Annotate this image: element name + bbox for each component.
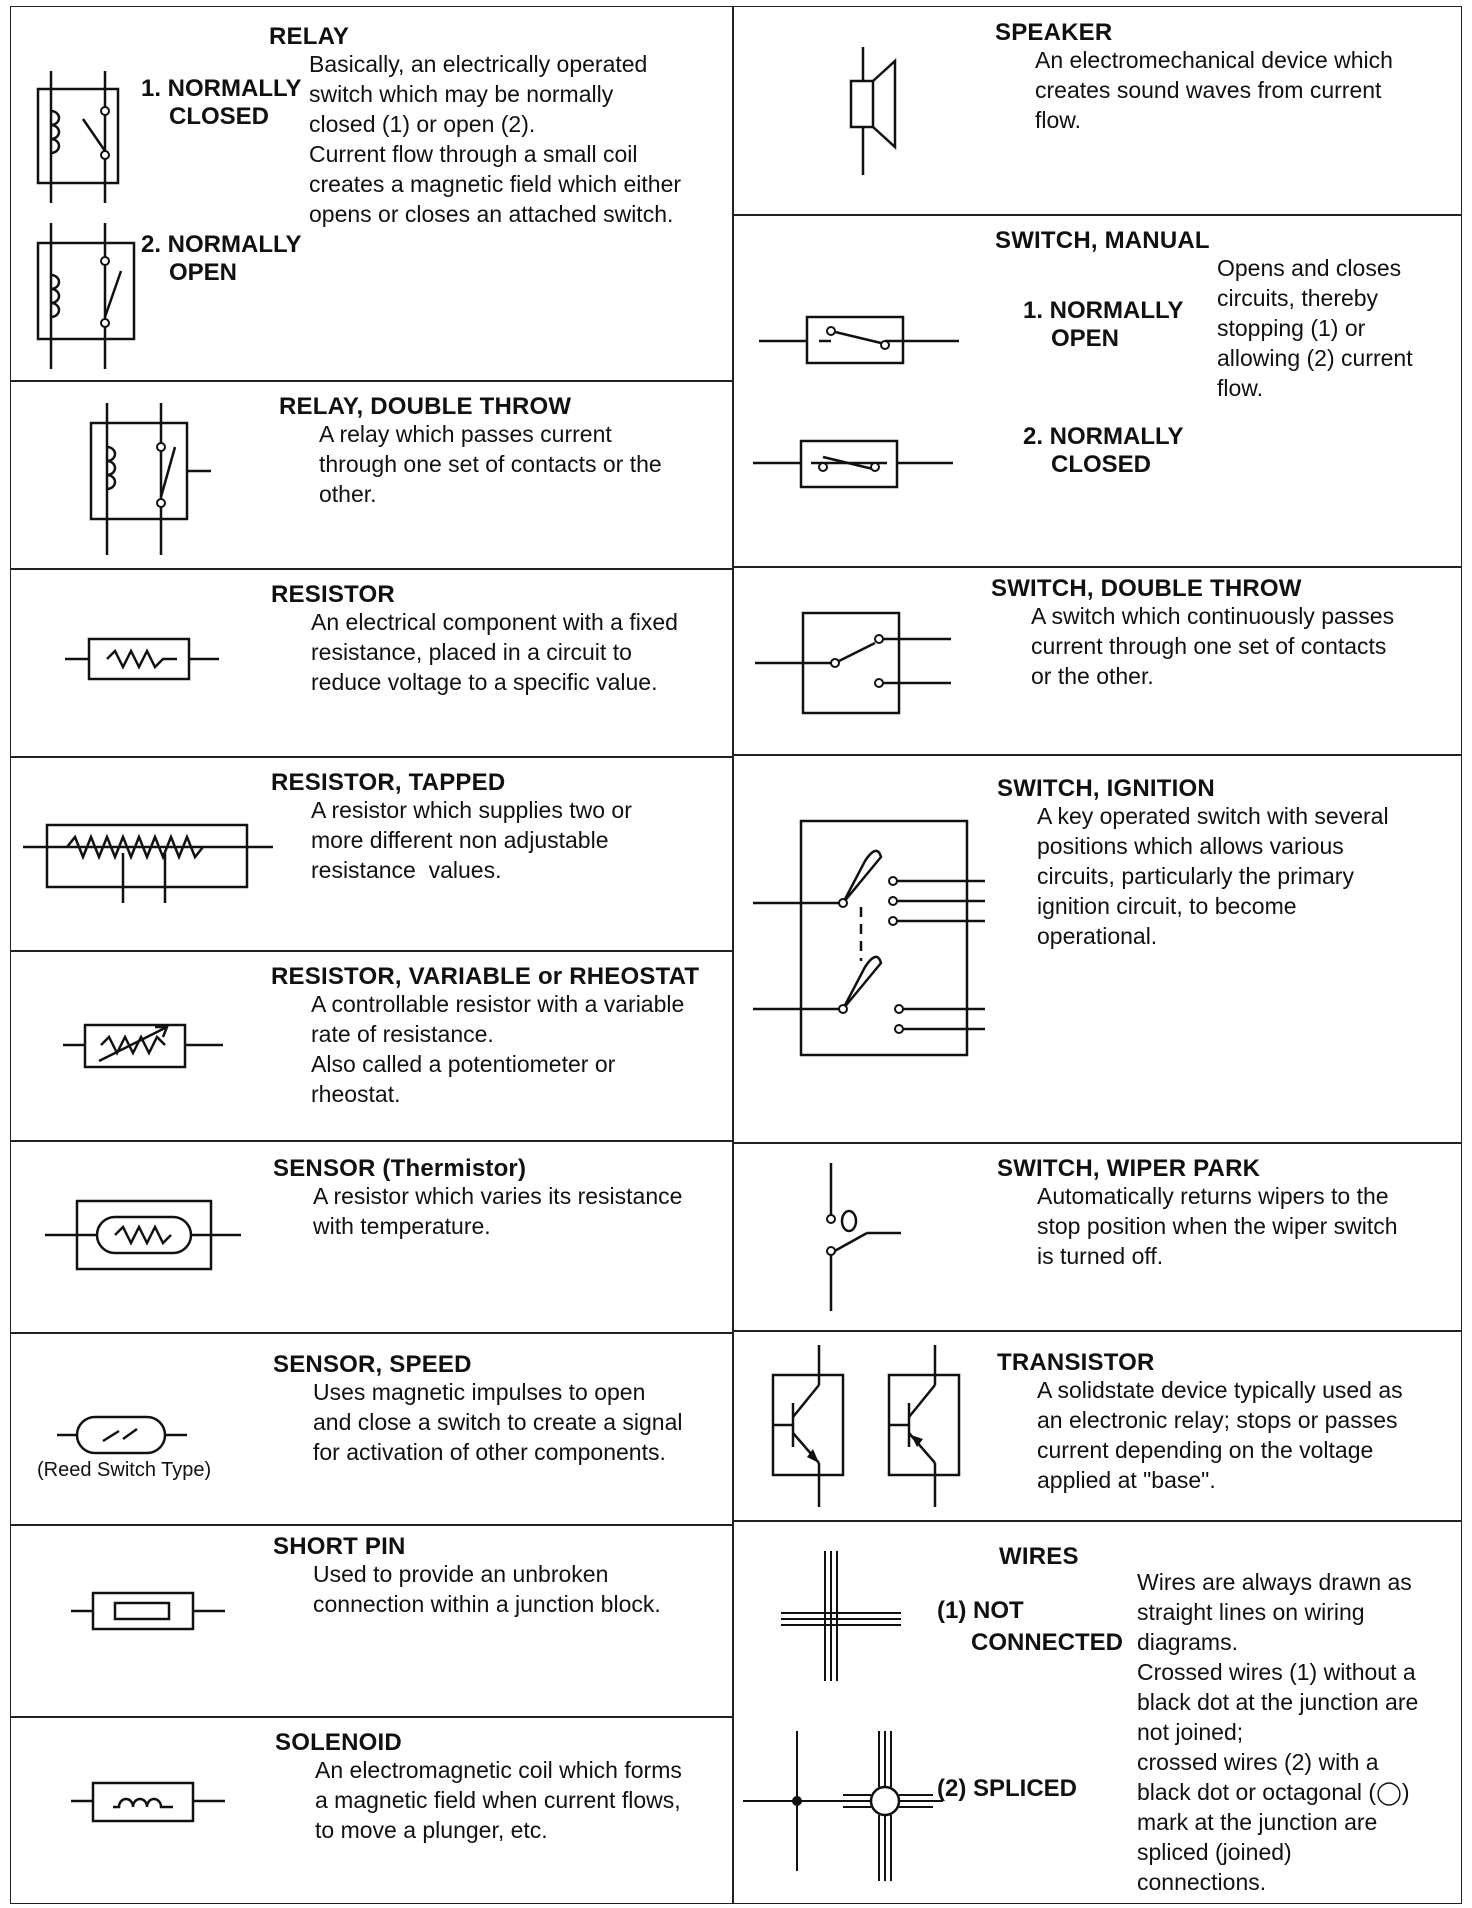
relay-label-1b: CLOSED	[169, 103, 270, 130]
resistor-tapped-title: RESISTOR, TAPPED	[271, 769, 506, 796]
speaker-title: SPEAKER	[995, 19, 1113, 46]
relay-double-throw-cell	[10, 380, 734, 570]
transistor-pnp-symbol	[879, 1345, 969, 1507]
sensor-speed-cell	[10, 1332, 734, 1526]
relay-desc: Basically, an electrically operated switch which may be normally closed (1) or open (2). Current flow through a small coil creates a magnetic field which either opens or closes an attached switch.	[309, 51, 682, 227]
switch-manual-label-1b: OPEN	[1051, 325, 1120, 352]
wires-label-1b: CONNECTED	[971, 1629, 1124, 1656]
transistor-npn-symbol	[763, 1345, 853, 1507]
resistor-tapped-cell	[10, 756, 734, 952]
switch-ignition-symbol	[753, 815, 1023, 1085]
switch-wiper-park-cell	[732, 1142, 1462, 1332]
sensor-speed-title: SENSOR, SPEED	[273, 1351, 472, 1378]
resistor-tapped-desc: A resistor which supplies two or more different non adjustable resistance values.	[311, 797, 632, 883]
wires-desc: Wires are always drawn as straight lines on wiring diagrams. Crossed wires (1) without a black dot at the junction are not joined; crossed wires (2) with a black dot or octagonal (◯) mark at the junction are spliced (joined) connections.	[1137, 1569, 1419, 1895]
resistor-cell	[10, 568, 734, 758]
short-pin-cell	[10, 1524, 734, 1718]
relay-title: RELAY	[269, 23, 350, 50]
switch-manual-cell	[732, 214, 1462, 568]
relay-cell	[10, 6, 734, 382]
sensor-thermistor-title: SENSOR (Thermistor)	[273, 1155, 527, 1182]
resistor-variable-cell	[10, 950, 734, 1142]
switch-double-throw-desc: A switch which continuously passes current through one set of contacts or the other.	[1031, 603, 1395, 689]
solenoid-title: SOLENOID	[275, 1729, 402, 1756]
sensor-thermistor-symbol	[45, 1195, 241, 1275]
switch-double-throw-title: SWITCH, DOUBLE THROW	[991, 575, 1302, 602]
sensor-thermistor-cell	[10, 1140, 734, 1334]
relay-label-1a: 1. NORMALLY	[141, 75, 302, 102]
short-pin-symbol	[71, 1589, 225, 1633]
switch-manual-open-symbol	[759, 307, 959, 367]
relay-double-throw-symbol	[75, 391, 215, 555]
sensor-speed-desc: Uses magnetic impulses to open and close a switch to create a signal for activation of other components.	[313, 1379, 683, 1465]
transistor-cell	[732, 1330, 1462, 1522]
short-pin-title: SHORT PIN	[273, 1533, 406, 1560]
switch-double-throw-cell	[732, 566, 1462, 756]
switch-double-throw-symbol	[755, 607, 955, 727]
relay-double-throw-desc: A relay which passes current through one set of contacts or the other.	[319, 421, 662, 507]
resistor-tapped-symbol	[23, 813, 273, 903]
switch-manual-label-2a: 2. NORMALLY	[1023, 423, 1184, 450]
solenoid-cell	[10, 1716, 734, 1904]
resistor-variable-desc: A controllable resistor with a variable rate of resistance. Also called a potentiometer or rheostat.	[311, 991, 685, 1107]
switch-ignition-desc: A key operated switch with several positions which allows various circuits, particularly the primary ignition circuit, to become operational.	[1037, 803, 1389, 949]
transistor-desc: A solidstate device typically used as an electronic relay; stops or passes current depending on the voltage applied at "base".	[1037, 1377, 1403, 1493]
switch-manual-title: SWITCH, MANUAL	[995, 227, 1210, 254]
relay-normally-open-symbol	[23, 219, 133, 369]
solenoid-desc: An electromagnetic coil which forms a magnetic field when current flows, to move a plunger, etc.	[315, 1757, 682, 1843]
switch-manual-label-2b: CLOSED	[1051, 451, 1152, 478]
wires-title: WIRES	[999, 1543, 1079, 1570]
relay-normally-closed-symbol	[23, 63, 133, 203]
sensor-speed-symbol	[57, 1413, 187, 1457]
resistor-variable-title: RESISTOR, VARIABLE or RHEOSTAT	[271, 963, 700, 990]
switch-wiper-park-desc: Automatically returns wipers to the stop position when the wiper switch is turned off.	[1037, 1183, 1398, 1269]
switch-ignition-title: SWITCH, IGNITION	[997, 775, 1215, 802]
switch-manual-label-1a: 1. NORMALLY	[1023, 297, 1184, 324]
resistor-variable-symbol	[63, 1015, 223, 1075]
switch-manual-closed-symbol	[753, 429, 953, 489]
speaker-desc: An electromechanical device which creates sound waves from current flow.	[1035, 47, 1393, 133]
wires-not-connected-symbol	[781, 1551, 901, 1681]
relay-label-2b: OPEN	[169, 259, 238, 286]
sensor-thermistor-desc: A resistor which varies its resistance with temperature.	[313, 1183, 683, 1239]
switch-wiper-park-symbol	[809, 1163, 929, 1313]
solenoid-symbol	[71, 1779, 225, 1823]
short-pin-desc: Used to provide an unbroken connection within a junction block.	[313, 1561, 661, 1617]
transistor-title: TRANSISTOR	[997, 1349, 1155, 1376]
switch-ignition-cell	[732, 754, 1462, 1144]
speaker-cell	[732, 6, 1462, 216]
wires-cell	[732, 1520, 1462, 1904]
resistor-symbol	[65, 631, 219, 687]
resistor-title: RESISTOR	[271, 581, 395, 608]
wires-label-2: (2) SPLICED	[937, 1775, 1078, 1802]
wires-label-1a: (1) NOT	[937, 1597, 1024, 1624]
resistor-desc: An electrical component with a fixed resistance, placed in a circuit to reduce voltage to a specific value.	[311, 609, 678, 695]
relay-label-2a: 2. NORMALLY	[141, 231, 302, 258]
switch-wiper-park-title: SWITCH, WIPER PARK	[997, 1155, 1261, 1182]
sensor-speed-note: (Reed Switch Type)	[37, 1459, 212, 1481]
speaker-symbol	[843, 47, 913, 177]
relay-double-throw-title: RELAY, DOUBLE THROW	[279, 393, 572, 420]
switch-manual-desc: Opens and closes circuits, thereby stopping (1) or allowing (2) current flow.	[1217, 255, 1413, 401]
wires-spliced-symbol	[743, 1731, 943, 1881]
